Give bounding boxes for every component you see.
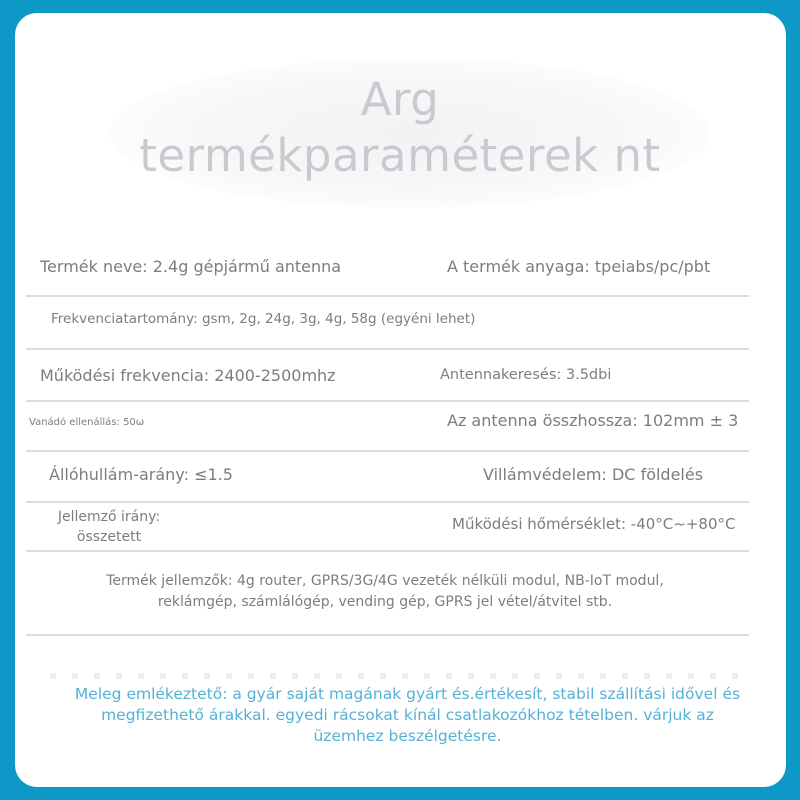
spec-lightning-protection: Villámvédelem: DC földelés <box>483 465 704 484</box>
warm-reminder <box>60 684 755 747</box>
reminder-line-3: üzemhez beszélgetésre. <box>313 727 502 745</box>
divider <box>26 550 749 552</box>
divider <box>26 295 749 297</box>
divider <box>26 348 749 350</box>
divider <box>26 634 749 636</box>
page-title <box>0 72 800 184</box>
spec-features-line-2: reklámgép, számlálógép, vending gép, GPRS jel vétel/átvitel stb. <box>157 594 613 610</box>
spec-direction-line-2: összetett <box>76 529 142 545</box>
divider <box>26 450 749 452</box>
divider <box>26 501 749 503</box>
spec-antenna-gain: Antennakeresés: 3.5dbi <box>440 367 612 383</box>
reminder-line-1: Meleg emlékeztető: a gyár saját magának gyárt és.értékesít, stabil szállítási idővel és <box>74 685 741 703</box>
title-line-2: termékparaméterek nt <box>139 129 661 182</box>
spec-features <box>30 571 740 613</box>
spec-impedance: Vanádó ellenállás: 50ω <box>29 417 145 428</box>
reminder-line-2: megfizethető árakkal. egyedi rácsokat kínál csatlakozókhoz tételben. várjuk az <box>101 706 714 724</box>
spec-product-name: Termék neve: 2.4g gépjármű antenna <box>40 257 342 276</box>
title-line-1: Arg <box>360 73 440 126</box>
spec-direction <box>40 507 178 547</box>
spec-vswr: Állóhullám-arány: ≤1.5 <box>49 465 233 484</box>
decorative-dots <box>50 673 750 679</box>
divider <box>26 400 749 402</box>
spec-total-length: Az antenna összhossza: 102mm ± 3 <box>447 411 739 430</box>
spec-operating-temperature: Működési hőmérséklet: -40°C~+80°C <box>452 515 736 533</box>
spec-frequency-range: Frekvenciatartomány: gsm, 2g, 24g, 3g, 4g, 58g (egyéni lehet) <box>51 311 476 327</box>
spec-features-line-1: Termék jellemzők: 4g router, GPRS/3G/4G vezeték nélküli modul, NB-IoT modul, <box>106 573 664 589</box>
spec-operating-frequency: Működési frekvencia: 2400-2500mhz <box>40 366 336 385</box>
spec-material: A termék anyaga: tpeiabs/pc/pbt <box>447 257 711 276</box>
spec-direction-line-1: Jellemző irány: <box>57 509 161 525</box>
